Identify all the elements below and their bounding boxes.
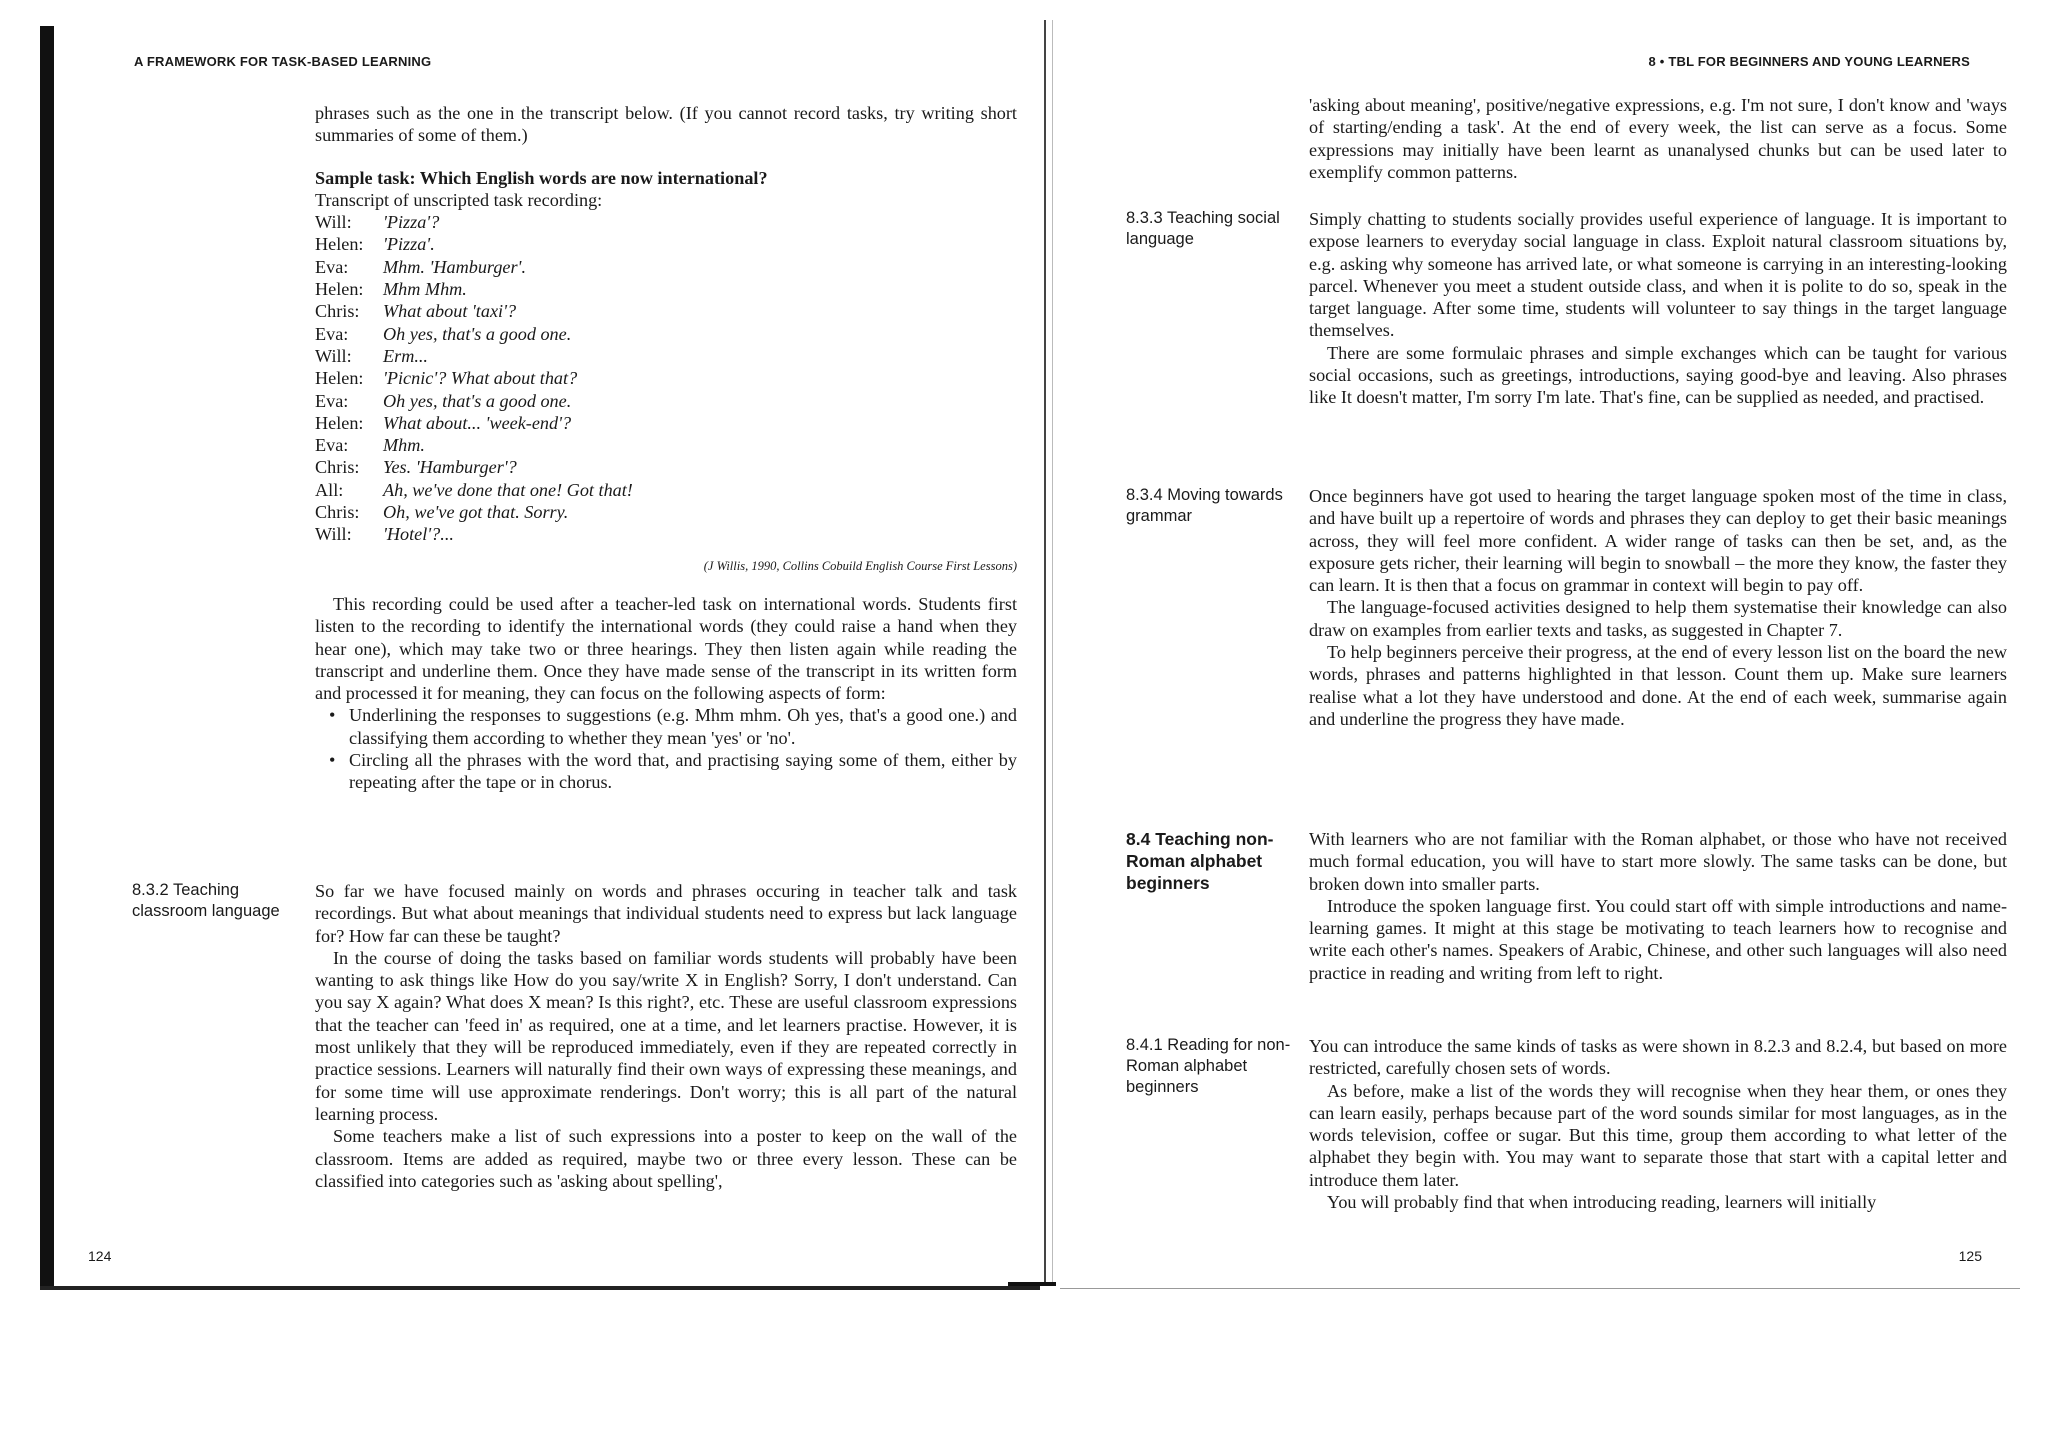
utterance: Mhm. 'Hamburger'. <box>383 256 526 277</box>
section-832-para-2: In the course of doing the tasks based on familiar words students will probably have been wanting to ask things like How do you say/write X in English? Sorry, I don't understand. Can you say X again? What does X mean? Is this right?, etc. These are useful classroom expressions that the teacher can 'feed in' as required, one at a time, and let learners practise. However, it is most unlikely that they will be reproduced immediately, even if they are repeated correctly in practice sessions. Learners will naturally find their own ways of expressing these meanings, and for some time will use approximate renderings. Don't worry; this is all part of the natural learning process. <box>315 947 1017 1124</box>
citation: (J Willis, 1990, Collins Cobuild English Course First Lessons) <box>703 558 1017 573</box>
section-841-para-3: You will probably find that when introducing reading, learners will initially <box>1327 1192 1877 1213</box>
section-841-para-1: You can introduce the same kinds of tasks as were shown in 8.2.3 and 8.2.4, but based on more restricted, carefully chosen sets of words. <box>1309 1036 2007 1079</box>
dialogue-line <box>315 323 1017 345</box>
speaker: Will: <box>315 524 352 545</box>
dialogue-line <box>315 501 1017 523</box>
section-833-para-1: Simply chatting to students socially provides useful experience of language. It is important to expose learners to everyday social language in class. Exploit natural classroom situations by, e.g. asking why someone has arrived late, or what someone is carrying in an interesting-looking parcel. Whenever you meet a student outside class, and when it is polite to do so, speak in the target language. After some time, students will volunteer to say things in the target language themselves. <box>1309 209 2007 341</box>
utterance: 'Pizza'. <box>383 234 435 255</box>
section-841-para-2: As before, make a list of the words they will recognise when they hear them, or ones they can learn easily, perhaps because part of the word sounds similar for most languages, as in the words television, coffee or sugar. But this time, group them according to what letter of the alphabet they begin with. You may want to separate those that start with a capital letter and introduce them later. <box>1309 1080 2007 1190</box>
recording-paragraph: This recording could be used after a teacher-led task on international words. Students first listen to the recording to identify the international words (they could raise a hand when they hear one), which may take two or three hearings. They then listen again while reading the transcript and underline them. Once they have made sense of the transcript in its written form and processed it for meaning, they can focus on the following aspects of form: <box>315 593 1017 704</box>
section-84-para-1: With learners who are not familiar with the Roman alphabet, or those who have not received much formal education, you will have to start more slowly. The same tasks can be done, but broken down into smaller parts. <box>1309 829 2007 894</box>
utterance: Oh yes, that's a good one. <box>383 390 572 411</box>
speaker: Helen: <box>315 234 364 255</box>
utterance: Mhm Mhm. <box>383 279 467 300</box>
book-gutter <box>1044 20 1046 1286</box>
page-number-left: 124 <box>88 1248 112 1264</box>
speaker: Chris: <box>315 457 360 478</box>
speaker: Will: <box>315 212 352 233</box>
utterance: Oh yes, that's a good one. <box>383 323 572 344</box>
section-832-para-3: Some teachers make a list of such expressions into a poster to keep on the wall of the classroom. Items are added as required, maybe two or three every lesson. These can be classified into categories such as 'asking about spelling', <box>315 1126 1017 1191</box>
dialogue-line <box>315 278 1017 300</box>
section-834-para-3: To help beginners perceive their progress, at the end of every lesson list on the board the new words, phrases and patterns highlighted in that lesson. Count them up. Make sure learners realise what a lot they have understood and done. At the end of each week, summarise again and underline the progress they have made. <box>1309 642 2007 729</box>
section-heading-84: 8.4 Teaching non-Roman alphabet beginners <box>1126 829 1274 893</box>
section-heading-833: 8.3.3 Teaching social language <box>1126 209 1280 248</box>
dialogue-line <box>315 434 1017 456</box>
section-84-para-2: Introduce the spoken language first. You could start off with simple introductions and name-learning games. It might at this stage be motivating to teach learners how to recognise and write each other's names. Speakers of Arabic, Chinese, and other such languages will also need practice in reading and writing from left to right. <box>1309 895 2007 983</box>
speaker: Helen: <box>315 412 364 433</box>
scan-shadow-bottom <box>40 1286 1040 1290</box>
utterance: Oh, we've got that. Sorry. <box>383 502 569 523</box>
list-item: • Circling all the phrases with the word that, and practising saying some of them, either by repeating after the tape or in chorus. <box>337 749 1017 794</box>
sample-task-title: Sample task: Which English words are now international? <box>315 167 768 188</box>
form-focus-list <box>315 704 1017 793</box>
speaker: Eva: <box>315 390 349 411</box>
running-head-right: 8 • TBL FOR BEGINNERS AND YOUNG LEARNERS <box>1648 54 1970 69</box>
dialogue-line <box>315 367 1017 389</box>
section-832-para-1: So far we have focused mainly on words and phrases occuring in teacher talk and task recordings. But what about meanings that individual students need to express but lack language for? How far can these be taught? <box>315 881 1017 946</box>
intro-paragraph: phrases such as the one in the transcript below. (If you cannot record tasks, try writing short summaries of some of them.) <box>315 103 1017 146</box>
dialogue-line <box>315 345 1017 367</box>
utterance: Ah, we've done that one! Got that! <box>383 479 633 500</box>
speaker: Helen: <box>315 368 364 389</box>
gutter-corner <box>1008 1282 1056 1286</box>
section-834-body <box>1309 485 2007 730</box>
speaker: Eva: <box>315 435 349 456</box>
speaker: Chris: <box>315 301 360 322</box>
section-834-para-1: Once beginners have got used to hearing the target language spoken most of the time in class, and have built up a repertoire of words and phrases they can deploy to get their basic meanings across, they will feel more confident. A wider range of tasks can then be set, and, as the exposure gets richer, their learning will begin to snowball – the more they know, the faster they can learn. It is then that a focus on grammar in context will begin to pay off. <box>1309 486 2007 596</box>
dialogue-line <box>315 256 1017 278</box>
speaker: Eva: <box>315 256 349 277</box>
continuation-block <box>1309 94 2007 183</box>
utterance: Mhm. <box>383 435 425 456</box>
section-heading-841: 8.4.1 Reading for non-Roman alphabet beginners <box>1126 1036 1291 1096</box>
dialogue-line <box>315 456 1017 478</box>
section-heading-832: 8.3.2 Teaching classroom language <box>132 881 280 920</box>
utterance: 'Hotel'?... <box>383 524 454 545</box>
speaker: Eva: <box>315 323 349 344</box>
speaker: Helen: <box>315 279 364 300</box>
dialogue-line <box>315 479 1017 501</box>
section-841-body <box>1309 1035 2007 1213</box>
dialogue-line <box>315 233 1017 255</box>
transcript-label: Transcript of unscripted task recording: <box>315 189 603 210</box>
speaker: All: <box>315 479 344 500</box>
page-number-right: 125 <box>1958 1248 1982 1264</box>
dialogue-line <box>315 390 1017 412</box>
speaker: Will: <box>315 345 352 366</box>
utterance: Yes. 'Hamburger'? <box>383 457 517 478</box>
section-84-body <box>1309 828 2007 984</box>
speaker: Chris: <box>315 502 360 523</box>
dialogue-line <box>315 412 1017 434</box>
continuation-paragraph: 'asking about meaning', positive/negative expressions, e.g. I'm not sure, I don't know and 'ways of starting/ending a task'. At the end of every week, the list can serve as a focus. Some expressions may initially have been learnt as unanalysed chunks but can be used later to exemplify common patterns. <box>1309 95 2007 182</box>
scan-shadow-bar <box>40 26 54 1288</box>
utterance: 'Pizza'? <box>383 212 440 233</box>
section-832-body <box>315 880 1017 1192</box>
section-833-body <box>1309 208 2007 409</box>
section-833-para-2: There are some formulaic phrases and simple exchanges which can be taught for various social occasions, such as greetings, introductions, saying good-bye and leaving. Also phrases like It doesn't matter, I'm sorry I'm late. That's fine, can be supplied as needed, and practised. <box>1309 342 2007 408</box>
dialogue-line <box>315 523 1017 545</box>
section-heading-834: 8.3.4 Moving towards grammar <box>1126 486 1283 525</box>
utterance: What about... 'week-end'? <box>383 412 572 433</box>
utterance: Erm... <box>383 345 428 366</box>
dialogue-transcript <box>315 211 1017 545</box>
dialogue-line <box>315 300 1017 322</box>
dialogue-line <box>315 211 1017 233</box>
page-bottom-edge <box>1060 1288 2020 1289</box>
section-834-para-2: The language-focused activities designed to help them systematise their knowledge can also draw on examples from earlier texts and tasks, as suggested in Chapter 7. <box>1309 597 2007 640</box>
utterance: 'Picnic'? What about that? <box>383 368 578 389</box>
utterance: What about 'taxi'? <box>383 301 517 322</box>
running-head-left: A FRAMEWORK FOR TASK-BASED LEARNING <box>134 54 432 69</box>
list-item: • Underlining the responses to suggestions (e.g. Mhm mhm. Oh yes, that's a good one.) and classifying them according to whether they mean 'yes' or 'no'. <box>337 704 1017 749</box>
left-main-column <box>315 102 1017 794</box>
book-gutter-shadow <box>1052 20 1053 1286</box>
